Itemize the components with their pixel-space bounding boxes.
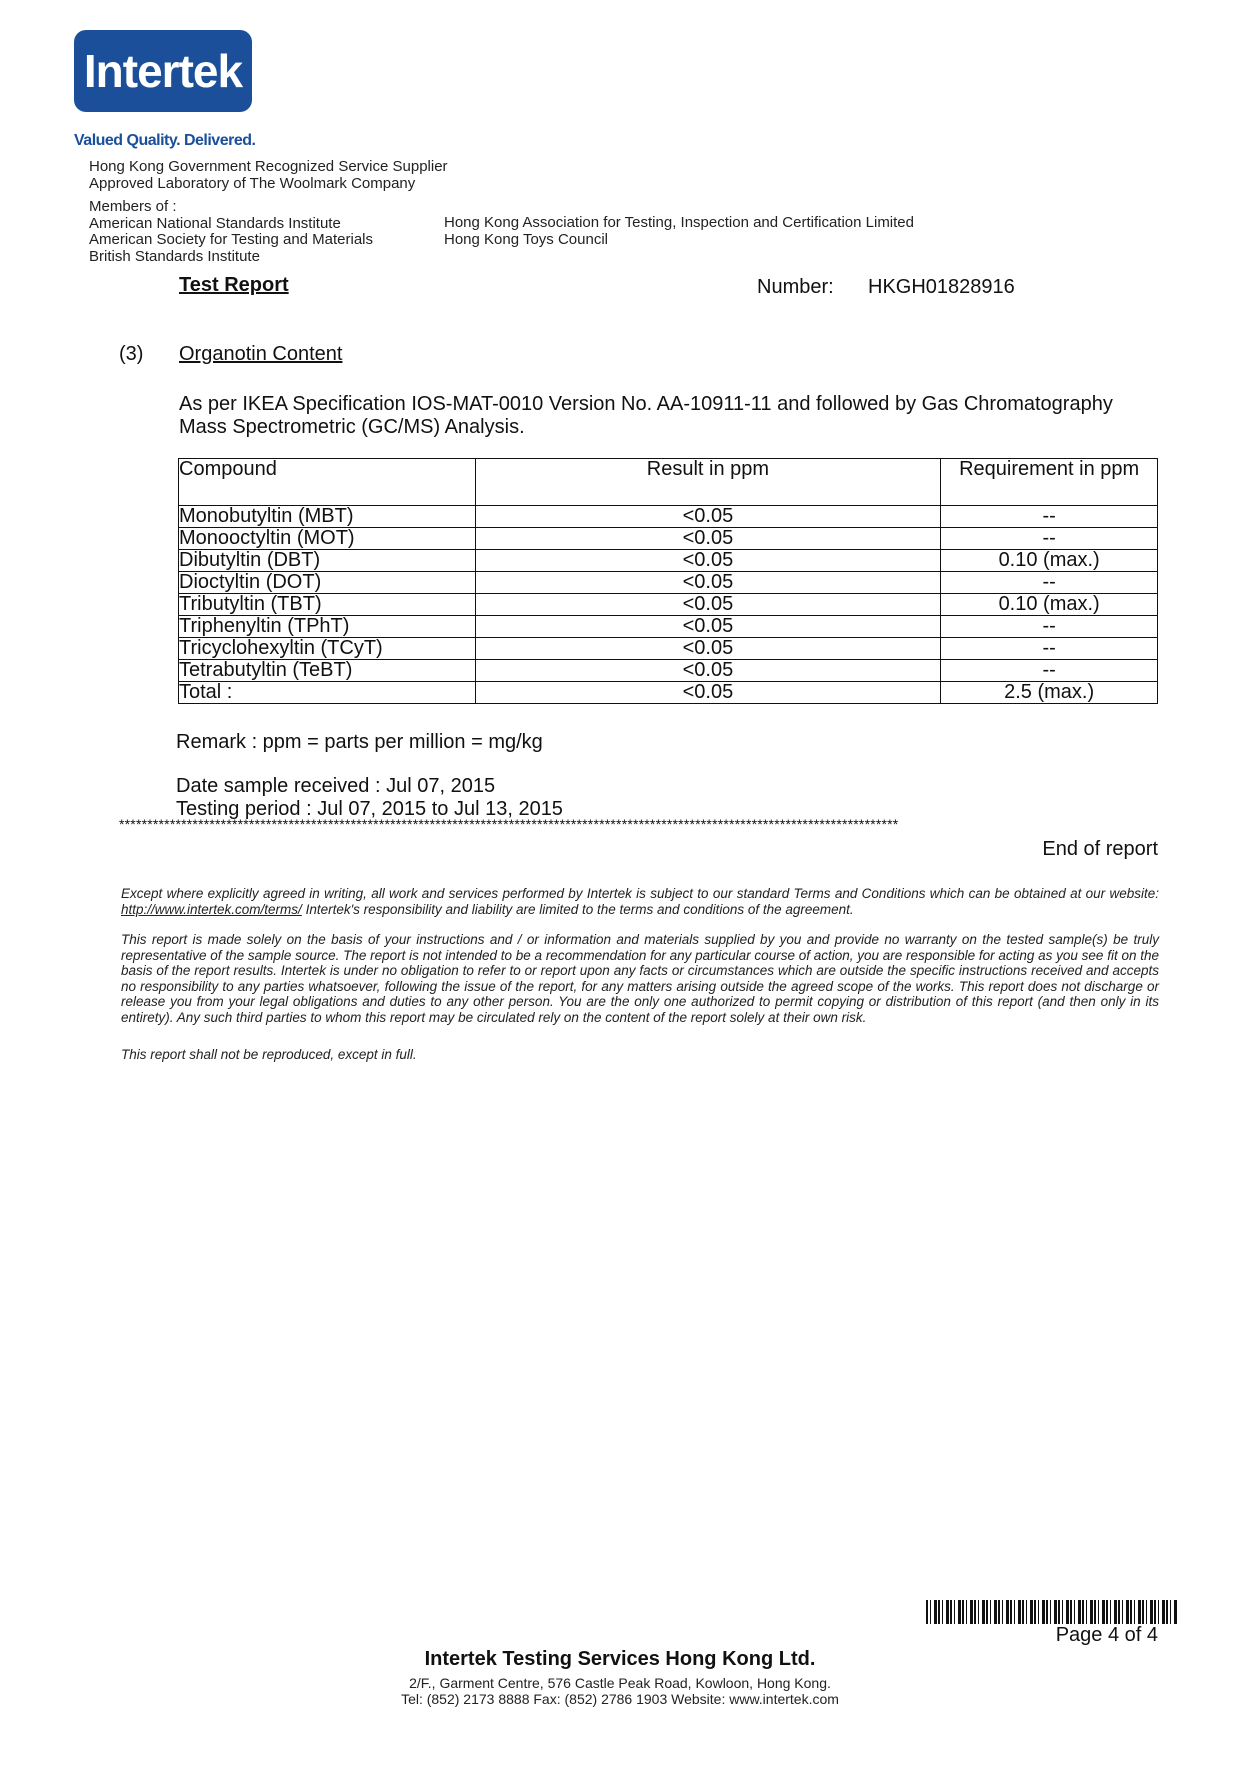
table-row <box>179 550 1158 572</box>
result-cell: <0.05 <box>475 506 941 528</box>
table-row <box>179 616 1158 638</box>
table-header-row <box>179 459 1158 506</box>
compound-cell: Dibutyltin (DBT) <box>179 550 476 572</box>
requirement-cell: -- <box>941 660 1158 682</box>
member-line: American National Standards Institute <box>89 214 341 232</box>
compound-cell: Monobutyltin (MBT) <box>179 506 476 528</box>
disclaimer-reproduction: This report shall not be reproduced, except in full. <box>121 1047 417 1062</box>
column-header-result: Result in ppm <box>475 459 941 506</box>
table-row <box>179 506 1158 528</box>
barcode-image <box>926 1600 1178 1624</box>
section-intro: As per IKEA Specification IOS-MAT-0010 Version No. AA-10911-11 and followed by Gas Chromatography Mass Spectrometric (GC/MS) Analysis. <box>179 393 1113 438</box>
report-number: HKGH01828916 <box>868 276 1015 298</box>
table-row <box>179 638 1158 660</box>
result-cell: <0.05 <box>475 528 941 550</box>
company-name: Intertek Testing Services Hong Kong Ltd. <box>424 1648 816 1670</box>
recognitions <box>89 159 448 192</box>
table-row <box>179 594 1158 616</box>
result-cell: <0.05 <box>475 682 941 704</box>
report-title: Test Report <box>179 274 289 296</box>
section-number: (3) <box>119 343 144 365</box>
table-total-row <box>179 682 1158 704</box>
disclaimer-text: Intertek's responsibility and liability are limited to the terms and conditions of the agreement. <box>301 901 854 917</box>
requirement-cell: 2.5 (max.) <box>941 682 1158 704</box>
compound-cell: Total : <box>179 682 476 704</box>
result-cell: <0.05 <box>475 638 941 660</box>
disclaimer-terms <box>121 886 1159 917</box>
separator-line: ****************************************************************************************************************************************** <box>119 816 899 832</box>
intertek-logo: Intertek <box>74 30 252 112</box>
requirement-cell: 0.10 (max.) <box>941 550 1158 572</box>
result-cell: <0.05 <box>475 594 941 616</box>
member-line: American Society for Testing and Materials <box>89 231 374 248</box>
members-left <box>89 199 373 265</box>
table-row <box>179 528 1158 550</box>
table-row <box>179 660 1158 682</box>
result-cell: <0.05 <box>475 550 941 572</box>
requirement-cell: 0.10 (max.) <box>941 594 1158 616</box>
recognition-line: Hong Kong Government Recognized Service Supplier <box>89 158 448 175</box>
date-received: Date sample received : Jul 07, 2015 <box>176 775 496 797</box>
disclaimer-text: Except where explicitly agreed in writing, all work and services performed by Intertek is subject to our standard Terms and Conditions which can be obtained at our website: <box>121 886 1159 901</box>
terms-link[interactable]: http://www.intertek.com/terms/ <box>121 901 302 917</box>
requirement-cell: -- <box>941 572 1158 594</box>
members-right <box>444 215 914 248</box>
requirement-cell: -- <box>941 616 1158 638</box>
result-cell: <0.05 <box>475 616 941 638</box>
member-line: Hong Kong Association for Testing, Inspection and Certification Limited <box>444 214 914 231</box>
tagline: Valued Quality. Delivered. <box>74 132 256 149</box>
compound-cell: Tributyltin (TBT) <box>179 594 476 616</box>
requirement-cell: -- <box>941 638 1158 660</box>
recognition-line: Approved Laboratory of The Woolmark Company <box>89 174 416 192</box>
report-number-label: Number: <box>757 276 834 298</box>
remark: Remark : ppm = parts per million = mg/kg <box>176 731 543 753</box>
requirement-cell: -- <box>941 528 1158 550</box>
disclaimer-basis: This report is made solely on the basis of your instructions and / or information and materials supplied by you and provide no warranty on the tested sample(s) be truly representative of the sample source. The report is not intended to be a recommendation for any particular course of action, you are responsible for acting as you see fit on the basis of the report results. Intertek is under no obligation to refer to or report upon any facts or circumstances which are outside the specific instructions received and accepts no responsibility to any parties whatsoever, following the issue of the report, for any matters arising outside the agreed scope of the works. This report does not discharge or release you from your legal obligations and duties to any other person. You are the only one authorized to permit copying or distribution of this report (and then only in its entirety). Any such third parties to whom this report may be circulated rely on the content of the report solely at their own risk. <box>121 932 1159 1025</box>
page-number: Page 4 of 4 <box>1055 1624 1158 1646</box>
testing-period: Testing period : Jul 07, 2015 to Jul 13, 2015 <box>176 798 563 820</box>
end-of-report: End of report <box>1042 838 1158 860</box>
section-title: Organotin Content <box>179 343 343 365</box>
result-cell: <0.05 <box>475 572 941 594</box>
company-contact: Tel: (852) 2173 8888 Fax: (852) 2786 1903 Website: www.intertek.com <box>401 1691 839 1707</box>
results-table <box>178 458 1158 704</box>
result-cell: <0.05 <box>475 660 941 682</box>
company-address: 2/F., Garment Centre, 576 Castle Peak Road, Kowloon, Hong Kong. <box>409 1675 831 1691</box>
member-line: Hong Kong Toys Council <box>444 230 608 248</box>
compound-cell: Tricyclohexyltin (TCyT) <box>179 638 476 660</box>
compound-cell: Dioctyltin (DOT) <box>179 572 476 594</box>
member-line: British Standards Institute <box>89 247 260 265</box>
compound-cell: Tetrabutyltin (TeBT) <box>179 660 476 682</box>
members-label: Members of : <box>89 198 177 215</box>
table-row <box>179 572 1158 594</box>
compound-cell: Triphenyltin (TPhT) <box>179 616 476 638</box>
column-header-requirement: Requirement in ppm <box>941 459 1158 506</box>
column-header-compound: Compound <box>179 459 476 506</box>
requirement-cell: -- <box>941 506 1158 528</box>
compound-cell: Monooctyltin (MOT) <box>179 528 476 550</box>
